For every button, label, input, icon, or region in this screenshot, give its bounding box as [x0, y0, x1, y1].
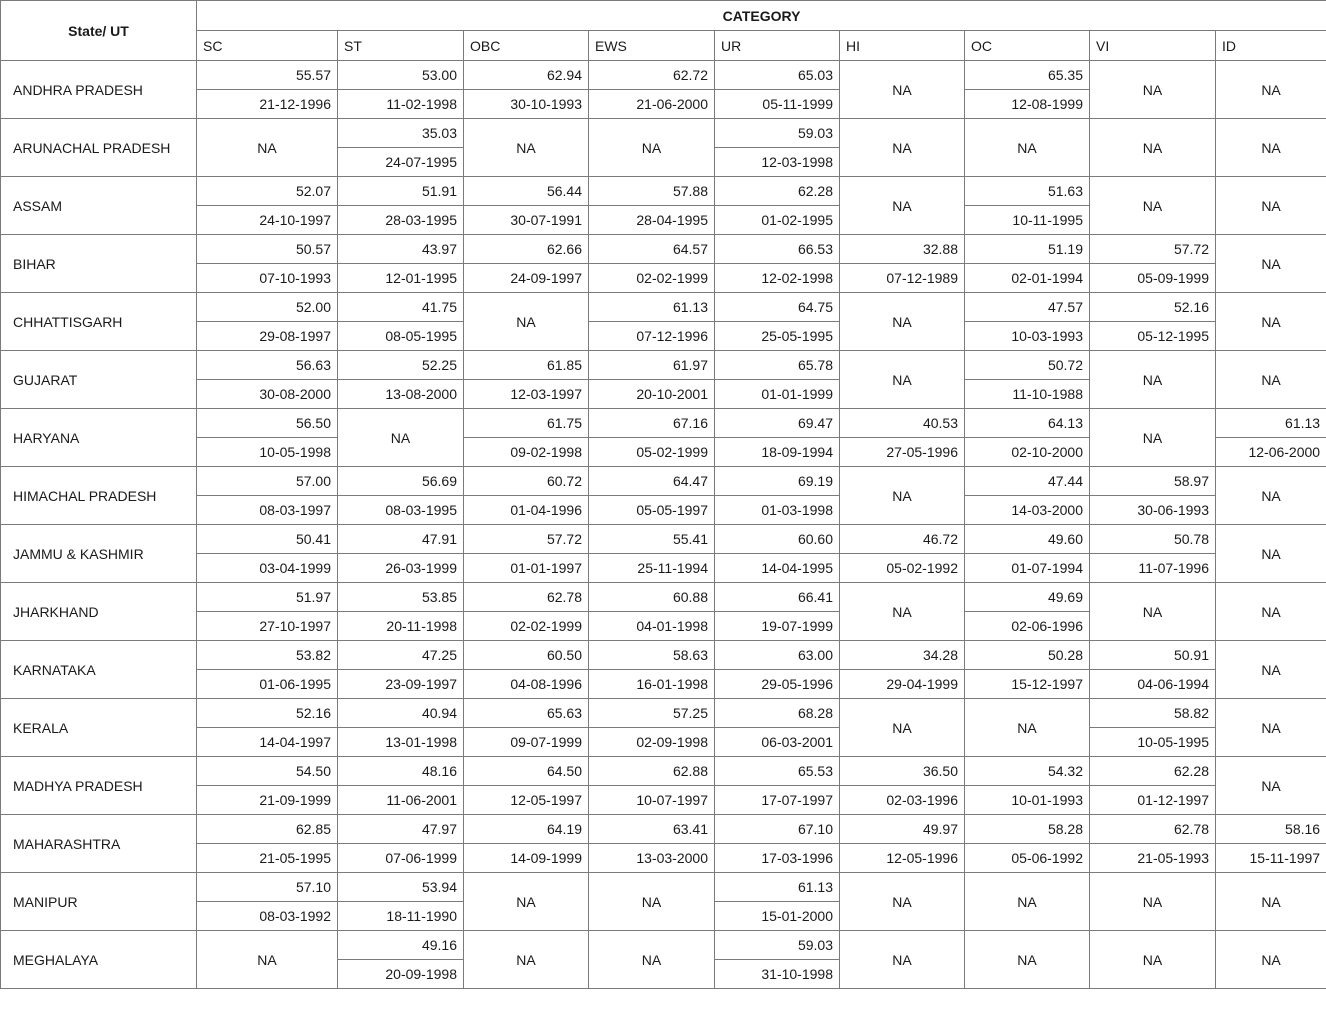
na-cell: NA — [1090, 931, 1216, 989]
score-cell: 53.82 — [197, 641, 338, 670]
score-cell: 62.66 — [464, 235, 589, 264]
score-cell: 53.00 — [338, 61, 464, 90]
score-cell: 63.41 — [589, 815, 715, 844]
date-cell: 01-03-1998 — [715, 496, 840, 525]
score-cell: 47.97 — [338, 815, 464, 844]
date-cell: 21-05-1995 — [197, 844, 338, 873]
na-cell: NA — [840, 931, 965, 989]
date-cell: 27-10-1997 — [197, 612, 338, 641]
state-name: HIMACHAL PRADESH — [1, 467, 197, 525]
date-cell: 01-12-1997 — [1090, 786, 1216, 815]
table-row — [1, 757, 1326, 786]
na-cell: NA — [338, 409, 464, 467]
score-cell: 62.88 — [589, 757, 715, 786]
table-row-dates — [1, 554, 1326, 583]
col-header-id: ID — [1216, 31, 1326, 61]
score-cell: 64.57 — [589, 235, 715, 264]
table-row — [1, 235, 1326, 264]
date-cell: 02-09-1998 — [589, 728, 715, 757]
date-cell: 08-03-1992 — [197, 902, 338, 931]
na-cell: NA — [1090, 873, 1216, 931]
score-cell: 59.03 — [715, 931, 840, 960]
na-cell: NA — [965, 699, 1090, 757]
score-cell: 51.97 — [197, 583, 338, 612]
date-cell: 12-05-1997 — [464, 786, 589, 815]
date-cell: 23-09-1997 — [338, 670, 464, 699]
score-cell: 65.53 — [715, 757, 840, 786]
score-cell: 40.94 — [338, 699, 464, 728]
na-cell: NA — [464, 873, 589, 931]
table-row-dates — [1, 728, 1326, 757]
na-cell: NA — [1216, 119, 1326, 177]
score-cell: 62.72 — [589, 61, 715, 90]
na-cell: NA — [840, 293, 965, 351]
date-cell: 12-08-1999 — [965, 90, 1090, 119]
date-cell: 03-04-1999 — [197, 554, 338, 583]
date-cell: 25-05-1995 — [715, 322, 840, 351]
category-header: CATEGORY — [197, 1, 1326, 31]
score-cell: 65.03 — [715, 61, 840, 90]
table-row — [1, 177, 1326, 206]
table-row — [1, 525, 1326, 554]
date-cell: 10-01-1993 — [965, 786, 1090, 815]
date-cell: 04-01-1998 — [589, 612, 715, 641]
score-cell: 52.25 — [338, 351, 464, 380]
date-cell: 16-01-1998 — [589, 670, 715, 699]
score-cell: 64.19 — [464, 815, 589, 844]
state-name: ANDHRA PRADESH — [1, 61, 197, 119]
na-cell: NA — [464, 293, 589, 351]
score-cell: 32.88 — [840, 235, 965, 264]
table-row-dates — [1, 264, 1326, 293]
state-ut-header: State/ UT — [1, 1, 197, 61]
table-row — [1, 351, 1326, 380]
na-cell: NA — [464, 119, 589, 177]
state-name: JHARKHAND — [1, 583, 197, 641]
score-cell: 48.16 — [338, 757, 464, 786]
date-cell: 02-03-1996 — [840, 786, 965, 815]
date-cell: 30-10-1993 — [464, 90, 589, 119]
date-cell: 18-11-1990 — [338, 902, 464, 931]
score-cell: 64.47 — [589, 467, 715, 496]
na-cell: NA — [1216, 757, 1326, 815]
na-cell: NA — [965, 931, 1090, 989]
date-cell: 11-10-1988 — [965, 380, 1090, 409]
score-cell: 47.25 — [338, 641, 464, 670]
na-cell: NA — [589, 119, 715, 177]
date-cell: 20-11-1998 — [338, 612, 464, 641]
score-cell: 51.63 — [965, 177, 1090, 206]
na-cell: NA — [1216, 525, 1326, 583]
score-cell: 68.28 — [715, 699, 840, 728]
score-cell: 64.50 — [464, 757, 589, 786]
na-cell: NA — [589, 931, 715, 989]
date-cell: 09-07-1999 — [464, 728, 589, 757]
state-name: GUJARAT — [1, 351, 197, 409]
date-cell: 01-01-1999 — [715, 380, 840, 409]
score-cell: 46.72 — [840, 525, 965, 554]
col-header-vi: VI — [1090, 31, 1216, 61]
date-cell: 12-03-1997 — [464, 380, 589, 409]
score-cell: 60.72 — [464, 467, 589, 496]
score-cell: 62.85 — [197, 815, 338, 844]
state-name: MADHYA PRADESH — [1, 757, 197, 815]
score-cell: 57.88 — [589, 177, 715, 206]
score-cell: 58.97 — [1090, 467, 1216, 496]
date-cell: 21-05-1993 — [1090, 844, 1216, 873]
date-cell: 29-05-1996 — [715, 670, 840, 699]
score-cell: 56.63 — [197, 351, 338, 380]
date-cell: 19-07-1999 — [715, 612, 840, 641]
score-cell: 52.00 — [197, 293, 338, 322]
na-cell: NA — [840, 61, 965, 119]
date-cell: 25-11-1994 — [589, 554, 715, 583]
score-cell: 56.44 — [464, 177, 589, 206]
date-cell: 07-12-1996 — [589, 322, 715, 351]
state-name: MAHARASHTRA — [1, 815, 197, 873]
date-cell: 21-06-2000 — [589, 90, 715, 119]
table-row — [1, 583, 1326, 612]
date-cell: 27-05-1996 — [840, 438, 965, 467]
score-cell: 50.57 — [197, 235, 338, 264]
score-cell: 56.50 — [197, 409, 338, 438]
date-cell: 26-03-1999 — [338, 554, 464, 583]
score-cell: 40.53 — [840, 409, 965, 438]
date-cell: 12-02-1998 — [715, 264, 840, 293]
score-cell: 64.13 — [965, 409, 1090, 438]
col-header-sc: SC — [197, 31, 338, 61]
score-cell: 49.69 — [965, 583, 1090, 612]
score-cell: 34.28 — [840, 641, 965, 670]
score-cell: 43.97 — [338, 235, 464, 264]
date-cell: 29-08-1997 — [197, 322, 338, 351]
score-cell: 62.28 — [1090, 757, 1216, 786]
score-cell: 65.35 — [965, 61, 1090, 90]
score-cell: 50.78 — [1090, 525, 1216, 554]
date-cell: 01-04-1996 — [464, 496, 589, 525]
state-name: KARNATAKA — [1, 641, 197, 699]
score-cell: 67.10 — [715, 815, 840, 844]
na-cell: NA — [840, 699, 965, 757]
score-cell: 52.16 — [197, 699, 338, 728]
date-cell: 21-09-1999 — [197, 786, 338, 815]
table-row — [1, 119, 1326, 148]
date-cell: 12-01-1995 — [338, 264, 464, 293]
score-cell: 49.16 — [338, 931, 464, 960]
na-cell: NA — [1090, 61, 1216, 119]
date-cell: 24-07-1995 — [338, 148, 464, 177]
score-cell: 60.50 — [464, 641, 589, 670]
score-cell: 57.10 — [197, 873, 338, 902]
col-header-obc: OBC — [464, 31, 589, 61]
date-cell: 07-12-1989 — [840, 264, 965, 293]
na-cell: NA — [840, 873, 965, 931]
na-cell: NA — [589, 873, 715, 931]
na-cell: NA — [840, 467, 965, 525]
col-header-ur: UR — [715, 31, 840, 61]
state-name: BIHAR — [1, 235, 197, 293]
na-cell: NA — [197, 119, 338, 177]
score-cell: 66.41 — [715, 583, 840, 612]
date-cell: 02-06-1996 — [965, 612, 1090, 641]
state-name: JAMMU & KASHMIR — [1, 525, 197, 583]
date-cell: 13-01-1998 — [338, 728, 464, 757]
date-cell: 29-04-1999 — [840, 670, 965, 699]
na-cell: NA — [840, 351, 965, 409]
date-cell: 10-03-1993 — [965, 322, 1090, 351]
score-cell: 62.28 — [715, 177, 840, 206]
score-cell: 57.72 — [464, 525, 589, 554]
score-cell: 58.28 — [965, 815, 1090, 844]
score-cell: 53.94 — [338, 873, 464, 902]
score-cell: 66.53 — [715, 235, 840, 264]
table-row — [1, 409, 1326, 438]
date-cell: 01-02-1995 — [715, 206, 840, 235]
date-cell: 15-11-1997 — [1216, 844, 1326, 873]
col-header-st: ST — [338, 31, 464, 61]
table-row — [1, 699, 1326, 728]
date-cell: 04-08-1996 — [464, 670, 589, 699]
table-body — [1, 61, 1326, 989]
na-cell: NA — [1216, 467, 1326, 525]
date-cell: 14-09-1999 — [464, 844, 589, 873]
na-cell: NA — [1216, 351, 1326, 409]
score-cell: 58.16 — [1216, 815, 1326, 844]
score-cell: 47.91 — [338, 525, 464, 554]
score-cell: 53.85 — [338, 583, 464, 612]
score-cell: 60.88 — [589, 583, 715, 612]
date-cell: 10-07-1997 — [589, 786, 715, 815]
date-cell: 05-09-1999 — [1090, 264, 1216, 293]
date-cell: 05-11-1999 — [715, 90, 840, 119]
table-row — [1, 931, 1326, 960]
date-cell: 13-03-2000 — [589, 844, 715, 873]
table-row — [1, 293, 1326, 322]
score-cell: 50.28 — [965, 641, 1090, 670]
date-cell: 04-06-1994 — [1090, 670, 1216, 699]
score-cell: 67.16 — [589, 409, 715, 438]
score-cell: 50.91 — [1090, 641, 1216, 670]
score-cell: 47.57 — [965, 293, 1090, 322]
table-row-dates — [1, 496, 1326, 525]
score-cell: 69.47 — [715, 409, 840, 438]
date-cell: 20-09-1998 — [338, 960, 464, 989]
col-header-ews: EWS — [589, 31, 715, 61]
table-row — [1, 873, 1326, 902]
date-cell: 02-02-1999 — [589, 264, 715, 293]
state-name: KERALA — [1, 699, 197, 757]
score-cell: 49.60 — [965, 525, 1090, 554]
score-cell: 63.00 — [715, 641, 840, 670]
score-cell: 61.13 — [1216, 409, 1326, 438]
na-cell: NA — [1216, 699, 1326, 757]
table-row-dates — [1, 322, 1326, 351]
date-cell: 01-06-1995 — [197, 670, 338, 699]
score-cell: 61.13 — [589, 293, 715, 322]
date-cell: 06-03-2001 — [715, 728, 840, 757]
na-cell: NA — [1090, 177, 1216, 235]
table-row-dates — [1, 786, 1326, 815]
date-cell: 13-08-2000 — [338, 380, 464, 409]
score-cell: 35.03 — [338, 119, 464, 148]
state-name: MANIPUR — [1, 873, 197, 931]
score-cell: 49.97 — [840, 815, 965, 844]
score-cell: 61.85 — [464, 351, 589, 380]
score-cell: 36.50 — [840, 757, 965, 786]
date-cell: 28-03-1995 — [338, 206, 464, 235]
date-cell: 15-01-2000 — [715, 902, 840, 931]
date-cell: 17-03-1996 — [715, 844, 840, 873]
date-cell: 05-02-1999 — [589, 438, 715, 467]
na-cell: NA — [840, 177, 965, 235]
na-cell: NA — [464, 931, 589, 989]
date-cell: 05-12-1995 — [1090, 322, 1216, 351]
date-cell: 14-04-1995 — [715, 554, 840, 583]
date-cell: 10-11-1995 — [965, 206, 1090, 235]
score-cell: 52.16 — [1090, 293, 1216, 322]
state-name: CHHATTISGARH — [1, 293, 197, 351]
na-cell: NA — [1090, 351, 1216, 409]
date-cell: 31-10-1998 — [715, 960, 840, 989]
state-name: ASSAM — [1, 177, 197, 235]
score-cell: 50.41 — [197, 525, 338, 554]
date-cell: 15-12-1997 — [965, 670, 1090, 699]
table-row-dates — [1, 670, 1326, 699]
score-cell: 58.82 — [1090, 699, 1216, 728]
score-cell: 62.78 — [1090, 815, 1216, 844]
date-cell: 10-05-1998 — [197, 438, 338, 467]
score-cell: 58.63 — [589, 641, 715, 670]
score-cell: 56.69 — [338, 467, 464, 496]
score-cell: 64.75 — [715, 293, 840, 322]
date-cell: 10-05-1995 — [1090, 728, 1216, 757]
date-cell: 18-09-1994 — [715, 438, 840, 467]
date-cell: 09-02-1998 — [464, 438, 589, 467]
score-cell: 52.07 — [197, 177, 338, 206]
date-cell: 02-10-2000 — [965, 438, 1090, 467]
table-row-dates — [1, 844, 1326, 873]
date-cell: 30-08-2000 — [197, 380, 338, 409]
date-cell: 28-04-1995 — [589, 206, 715, 235]
na-cell: NA — [840, 119, 965, 177]
state-name: HARYANA — [1, 409, 197, 467]
table-row — [1, 61, 1326, 90]
state-name: ARUNACHAL PRADESH — [1, 119, 197, 177]
date-cell: 08-03-1995 — [338, 496, 464, 525]
na-cell: NA — [1216, 61, 1326, 119]
na-cell: NA — [1216, 641, 1326, 699]
score-cell: 61.13 — [715, 873, 840, 902]
na-cell: NA — [1090, 583, 1216, 641]
na-cell: NA — [1216, 873, 1326, 931]
date-cell: 12-06-2000 — [1216, 438, 1326, 467]
date-cell: 20-10-2001 — [589, 380, 715, 409]
score-cell: 41.75 — [338, 293, 464, 322]
date-cell: 12-03-1998 — [715, 148, 840, 177]
na-cell: NA — [965, 873, 1090, 931]
na-cell: NA — [840, 583, 965, 641]
date-cell: 11-07-1996 — [1090, 554, 1216, 583]
date-cell: 17-07-1997 — [715, 786, 840, 815]
score-cell: 55.41 — [589, 525, 715, 554]
score-cell: 69.19 — [715, 467, 840, 496]
date-cell: 02-02-1999 — [464, 612, 589, 641]
score-cell: 57.00 — [197, 467, 338, 496]
score-cell: 47.44 — [965, 467, 1090, 496]
date-cell: 08-05-1995 — [338, 322, 464, 351]
score-cell: 61.75 — [464, 409, 589, 438]
state-name: MEGHALAYA — [1, 931, 197, 989]
na-cell: NA — [1216, 583, 1326, 641]
date-cell: 14-03-2000 — [965, 496, 1090, 525]
date-cell: 11-02-1998 — [338, 90, 464, 119]
score-cell: 62.78 — [464, 583, 589, 612]
score-cell: 59.03 — [715, 119, 840, 148]
table-row — [1, 467, 1326, 496]
score-cell: 65.63 — [464, 699, 589, 728]
score-cell: 57.72 — [1090, 235, 1216, 264]
date-cell: 05-06-1992 — [965, 844, 1090, 873]
date-cell: 21-12-1996 — [197, 90, 338, 119]
date-cell: 30-06-1993 — [1090, 496, 1216, 525]
date-cell: 01-01-1997 — [464, 554, 589, 583]
na-cell: NA — [197, 931, 338, 989]
date-cell: 24-10-1997 — [197, 206, 338, 235]
score-cell: 61.97 — [589, 351, 715, 380]
date-cell: 07-06-1999 — [338, 844, 464, 873]
table-row — [1, 641, 1326, 670]
col-header-oc: OC — [965, 31, 1090, 61]
score-cell: 51.19 — [965, 235, 1090, 264]
score-cell: 55.57 — [197, 61, 338, 90]
score-cell: 51.91 — [338, 177, 464, 206]
date-cell: 05-05-1997 — [589, 496, 715, 525]
na-cell: NA — [1090, 409, 1216, 467]
date-cell: 11-06-2001 — [338, 786, 464, 815]
date-cell: 08-03-1997 — [197, 496, 338, 525]
date-cell: 24-09-1997 — [464, 264, 589, 293]
score-cell: 65.78 — [715, 351, 840, 380]
date-cell: 30-07-1991 — [464, 206, 589, 235]
table-row — [1, 815, 1326, 844]
date-cell: 05-02-1992 — [840, 554, 965, 583]
na-cell: NA — [1216, 177, 1326, 235]
na-cell: NA — [1216, 931, 1326, 989]
score-cell: 57.25 — [589, 699, 715, 728]
score-cell: 50.72 — [965, 351, 1090, 380]
na-cell: NA — [1216, 293, 1326, 351]
score-cell: 62.94 — [464, 61, 589, 90]
score-cell: 60.60 — [715, 525, 840, 554]
date-cell: 12-05-1996 — [840, 844, 965, 873]
na-cell: NA — [1090, 119, 1216, 177]
date-cell: 02-01-1994 — [965, 264, 1090, 293]
score-cell: 54.32 — [965, 757, 1090, 786]
date-cell: 01-07-1994 — [965, 554, 1090, 583]
score-cell: 54.50 — [197, 757, 338, 786]
na-cell: NA — [1216, 235, 1326, 293]
date-cell: 07-10-1993 — [197, 264, 338, 293]
na-cell: NA — [965, 119, 1090, 177]
date-cell: 14-04-1997 — [197, 728, 338, 757]
col-header-hi: HI — [840, 31, 965, 61]
